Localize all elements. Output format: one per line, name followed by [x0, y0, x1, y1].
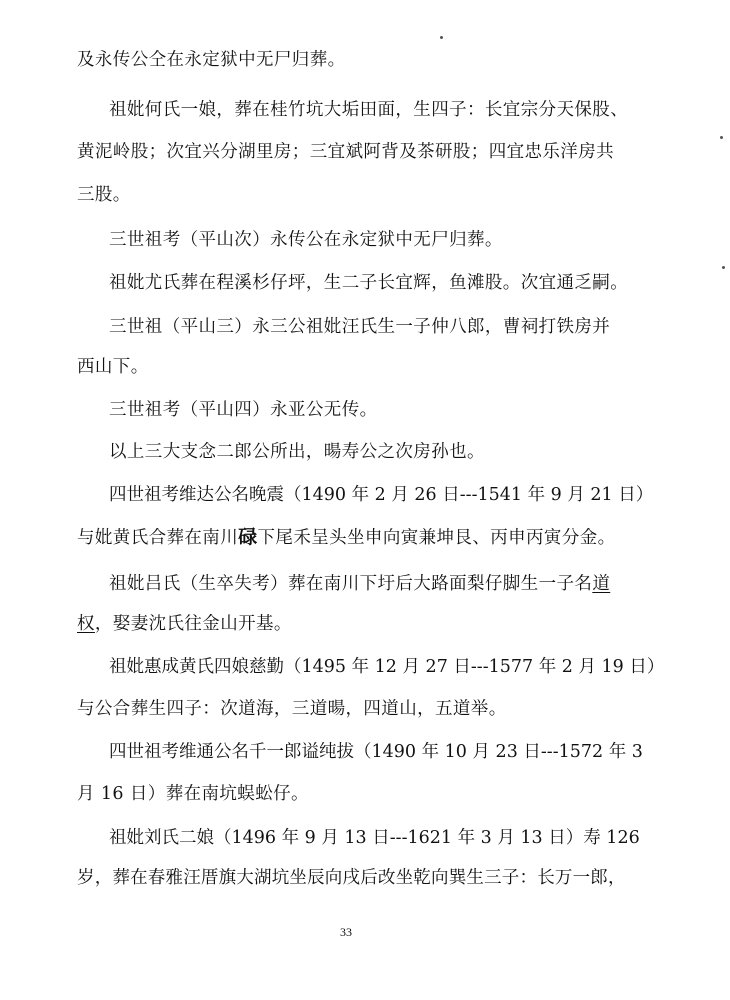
scan-speck: [722, 266, 725, 269]
text-line-20: 岁，葬在春雅汪厝旗大湖坑坐辰向戌后改坐乾向巽生三子：长万一郎，: [77, 868, 626, 888]
text-line-3: 黄泥岭股；次宜兴分湖里房；三宜斌阿背及茶研股；四宜忠乐洋房共: [77, 142, 614, 162]
text-segment: 祖妣吕氏（生卒失考）葬在南川下圩后大路面梨仔脚生一子名: [109, 574, 593, 594]
text-line-4: 三股。: [77, 185, 131, 205]
underlined-name-part: 权: [77, 614, 95, 634]
text-line-16: 与公合葬生四子：次道海，三道暘，四道山，五道举。: [77, 699, 507, 719]
text-line-15: 祖妣惠成黄氏四娘慈勤（1495 年 12 月 27 日---1577 年 2 月 19 日）: [109, 657, 665, 677]
text-line-7: 三世祖（平山三）永三公祖妣汪氏生一子仲八郎，曹祠打铁房并: [109, 317, 611, 337]
text-segment: ，娶妻沈氏往金山开基。: [94, 614, 292, 634]
text-line-12: [77, 525, 616, 550]
text-line-17: 四世祖考维通公名千一郎谥纯拔（1490 年 10 月 23 日---1572 年 3: [109, 742, 643, 762]
text-line-19: 祖妣刘氏二娘（1496 年 9 月 13 日---1621 年 3 月 13 日）寿 126: [109, 828, 640, 848]
text-line-18: 月 16 日）葬在南坑蜈蚣仔。: [77, 784, 309, 804]
text-line-11: 四世祖考维达公名晚震（1490 年 2 月 26 日---1541 年 9 月 21 日）: [109, 485, 654, 505]
text-line-6: 祖妣尤氏葬在程溪杉仔坪，生二子长宜辉，鱼滩股。次宜通乏嗣。: [109, 273, 629, 293]
scan-speck: [720, 136, 723, 139]
bold-character: 碌: [238, 526, 258, 548]
text-line-9: 三世祖考（平山四）永亚公无传。: [109, 400, 378, 420]
text-line-13: [109, 572, 610, 596]
underlined-name-part: 道: [592, 574, 611, 594]
text-line-2: 祖妣何氏一娘，葬在桂竹坑大垢田面，生四子：长宜宗分天保股、: [109, 100, 629, 120]
page-number: 33: [340, 925, 352, 939]
text-line-1: 及永传公仝在永定狱中无尸归葬。: [77, 50, 346, 70]
text-line-10: 以上三大支念二郎公所出，暘寿公之次房孙也。: [109, 442, 485, 462]
text-segment: 下尾禾呈头坐申向寅兼坤艮、丙申丙寅分金。: [257, 528, 616, 548]
text-line-8: 西山下。: [77, 357, 149, 377]
scan-speck: [440, 36, 443, 39]
text-line-5: 三世祖考（平山次）永传公在永定狱中无尸归葬。: [109, 230, 503, 250]
text-segment: 与妣黄氏合葬在南川: [77, 528, 239, 548]
text-line-14: [77, 612, 292, 636]
